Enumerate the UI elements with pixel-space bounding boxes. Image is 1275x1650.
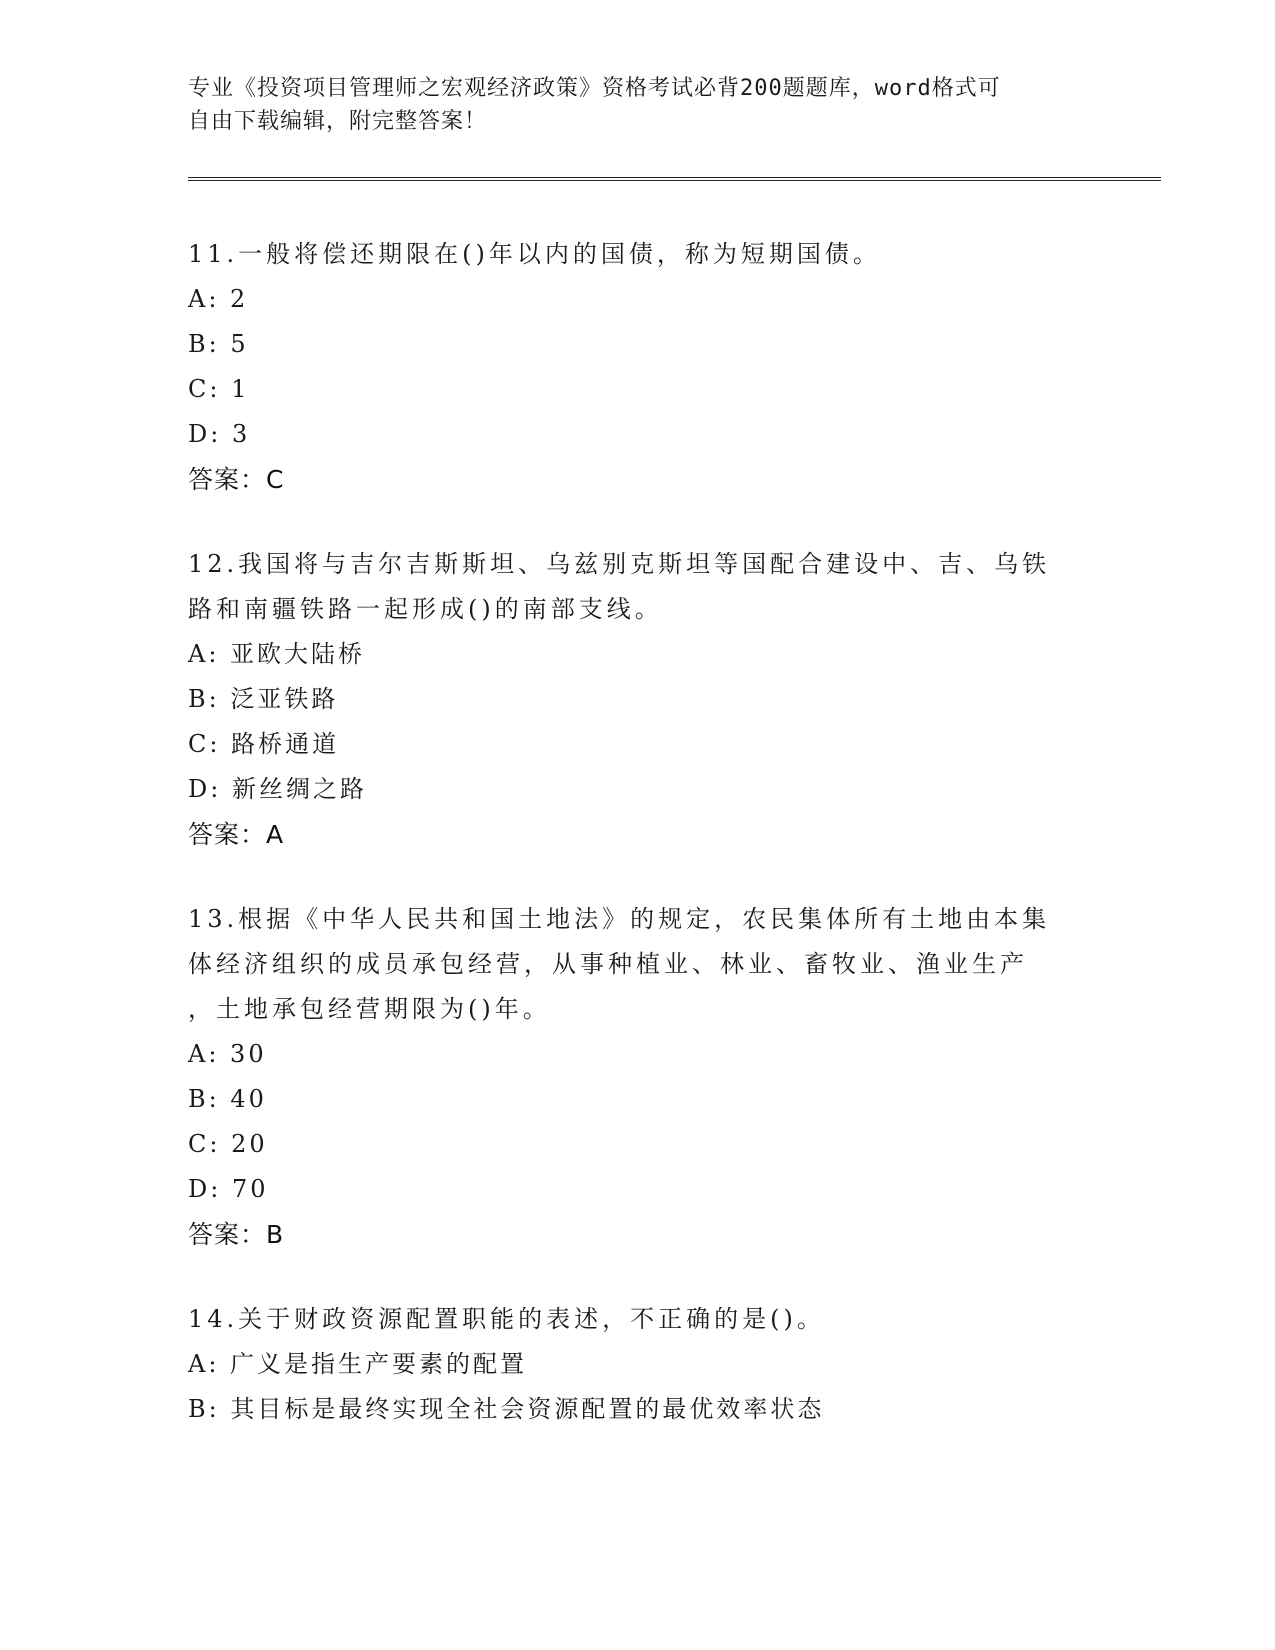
question-list [188, 232, 1088, 1472]
answer-label: 答案：A [188, 820, 285, 849]
question-11 [188, 232, 1088, 502]
question-text: 11.一般将偿还期限在()年以内的国债，称为短期国债。 [188, 240, 881, 268]
question-text: 13.根据《中华人民共和国土地法》的规定，农民集体所有土地由本集 [188, 905, 1051, 933]
question-text: ，土地承包经营期限为()年。 [188, 995, 551, 1023]
answer-label: 答案：C [188, 465, 285, 494]
question-12 [188, 542, 1088, 857]
question-13 [188, 897, 1088, 1257]
question-14 [188, 1297, 1088, 1432]
header-line-1: 专业《投资项目管理师之宏观经济政策》资格考试必背200题题库，word格式可 [188, 76, 1001, 101]
document-header [188, 72, 1078, 138]
answer-label: 答案：B [188, 1220, 285, 1249]
option-d: D: 3 [188, 420, 251, 448]
question-text: 14.关于财政资源配置职能的表述，不正确的是()。 [188, 1305, 825, 1333]
option-a: A: 亚欧大陆桥 [188, 640, 366, 668]
question-text: 体经济组织的成员承包经营，从事种植业、林业、畜牧业、渔业生产 [188, 950, 1028, 978]
option-d: D: 70 [188, 1175, 269, 1203]
option-d: D: 新丝绸之路 [188, 775, 367, 803]
option-b: B: 其目标是最终实现全社会资源配置的最优效率状态 [188, 1395, 825, 1423]
option-c: C: 20 [188, 1130, 268, 1158]
option-b: B: 5 [188, 330, 249, 358]
option-c: C: 路桥通道 [188, 730, 340, 758]
option-a: A: 广义是指生产要素的配置 [188, 1350, 528, 1378]
option-b: B: 泛亚铁路 [188, 685, 339, 713]
question-text: 路和南疆铁路一起形成()的南部支线。 [188, 595, 663, 623]
header-line-2: 自由下载编辑，附完整答案！ [188, 109, 488, 134]
option-b: B: 40 [188, 1085, 267, 1113]
header-divider [188, 177, 1161, 181]
option-a: A: 2 [188, 285, 249, 313]
option-c: C: 1 [188, 375, 250, 403]
option-a: A: 30 [188, 1040, 267, 1068]
question-text: 12.我国将与吉尔吉斯斯坦、乌兹别克斯坦等国配合建设中、吉、乌铁 [188, 550, 1051, 578]
